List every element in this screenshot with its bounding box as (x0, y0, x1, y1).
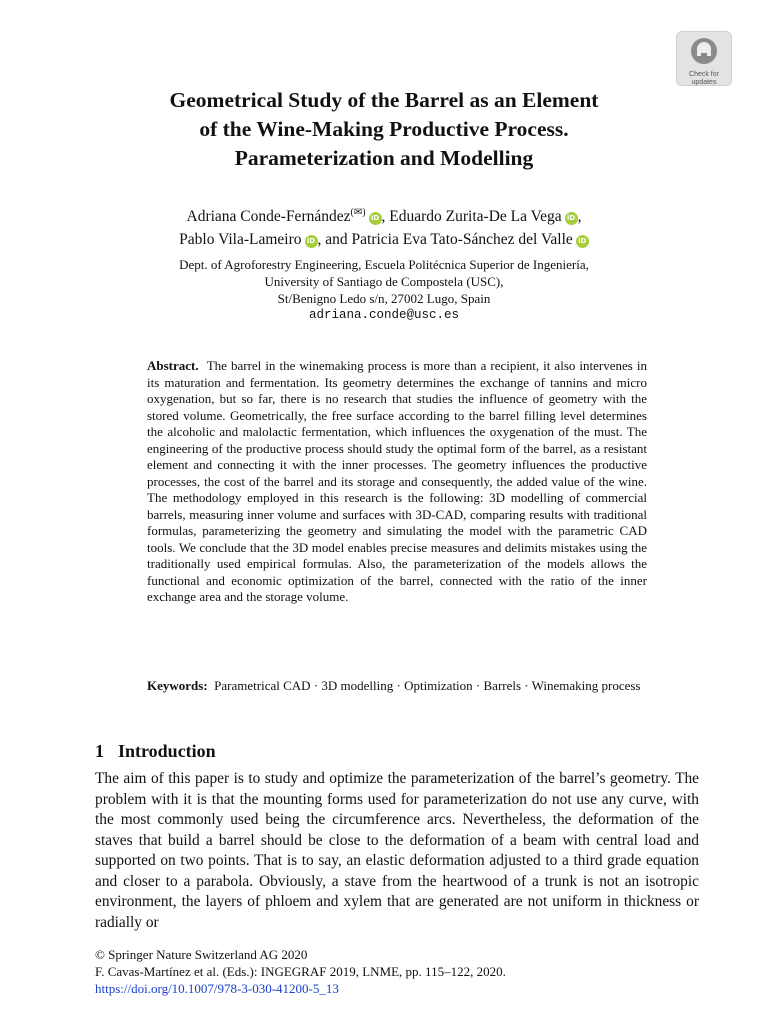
author-name: Eduardo Zurita-De La Vega (389, 208, 562, 225)
author-line-2 (0, 228, 768, 251)
title-line-3: Parameterization and Modelling (234, 146, 534, 170)
orcid-icon[interactable]: iD (305, 235, 318, 248)
badge-label-2: updates (691, 79, 717, 86)
keywords-label: Keywords: (147, 678, 208, 693)
affiliation-line-2: University of Santiago de Compostela (USC), (264, 274, 504, 289)
author-separator: , and (317, 231, 352, 248)
keywords (147, 678, 647, 695)
body-text (95, 769, 699, 933)
footer (95, 946, 506, 997)
body-paragraph: The aim of this paper is to study and optimize the parameterization of the barrel’s geometry. The problem with it is that the mounting forms used for parameterization do not use any curve, with the most commonly used being the circumference arcs. Nevertheless, the deformation of the staves that build a barrel should be close to the deformation of a beam with central load and supported on two points. That is to say, an elastic deformation adjusted to a third grade equation and closer to a parabola. Obviously, a stave from the heartwood of a trunk is not an isotropic environment, the layers of phloem and xylem that are generated are not uniform in thickness or radially or (95, 770, 699, 931)
author-name: Pablo Vila-Lameiro (179, 231, 302, 248)
check-for-updates-badge[interactable] (676, 31, 732, 86)
orcid-icon[interactable]: iD (565, 212, 578, 225)
author-name: Patricia Eva Tato-Sánchez del Valle (351, 231, 573, 248)
affiliation (0, 256, 768, 324)
author-email[interactable]: adriana.conde@usc.es (308, 308, 460, 322)
title-line-1: Geometrical Study of the Barrel as an Element (169, 88, 599, 112)
abstract-text: The barrel in the winemaking process is more than a recipient, it also intervenes in its maturation and fermentation. Its geometry determines the exchange of tannins and micro oxygenation, but so far, there is no research that studies the influence of geometry with the stored volume. Geometrically, the free surface according to the barrel filling level determines the alcoholic and malolactic fermentation, which influences the oxygenation of the must. The engineering of the productive process should study the optimal form of the barrel, as a resistant element and connecting it with the inner processes. The geometry influences the productive processes, the cost of the barrel and its storage and consequently, the added value of the wine. The methodology employed in this research is the following: 3D modelling of commercial barrels, measuring inner volume and surfaces with 3D-CAD, comparing results with traditional formulas, parameterizing the geometry and simulating the model with the parametric CAD tools. We conclude that the 3D model enables precise measures and delimits mistakes using the traditionally used empirical formulas. Also, the parameterization of the models allows the functional and economic optimization of the barrel, connected with the ratio of the inner exchange area and the storage volume. (147, 358, 647, 604)
paper-title (0, 86, 768, 173)
author-name: Adriana Conde-Fernández (186, 208, 351, 225)
author-separator: , (577, 208, 582, 225)
affiliation-line-1: Dept. of Agroforestry Engineering, Escuela Politécnica Superior de Ingeniería, (179, 257, 589, 272)
copyright-line: © Springer Nature Switzerland AG 2020 (95, 947, 308, 962)
orcid-icon[interactable]: iD (369, 212, 382, 225)
abstract-label: Abstract. (147, 358, 199, 373)
affiliation-line-3: St/Benigno Ledo s/n, 27002 Lugo, Spain (277, 291, 491, 306)
author-separator: , (381, 208, 390, 225)
orcid-icon[interactable]: iD (576, 235, 589, 248)
corresponding-mail-icon: (✉) (350, 207, 366, 218)
check-for-updates-icon (689, 36, 719, 66)
keywords-text: Parametrical CAD · 3D modelling · Optimization · Barrels · Winemaking process (214, 678, 641, 693)
author-list (0, 201, 768, 251)
author-line-1 (0, 201, 768, 228)
title-line-2: of the Wine-Making Productive Process. (199, 117, 569, 141)
section-title: Introduction (118, 741, 216, 761)
section-number: 1 (95, 741, 104, 761)
citation-line: F. Cavas-Martínez et al. (Eds.): INGEGRAF 2019, LNME, pp. 115–122, 2020. (95, 964, 506, 979)
badge-label-1: Check for (689, 71, 719, 78)
abstract (147, 358, 647, 606)
doi-link[interactable]: https://doi.org/10.1007/978-3-030-41200-5_13 (95, 981, 339, 996)
abstract-paragraph (147, 358, 647, 606)
section-heading (95, 741, 216, 762)
